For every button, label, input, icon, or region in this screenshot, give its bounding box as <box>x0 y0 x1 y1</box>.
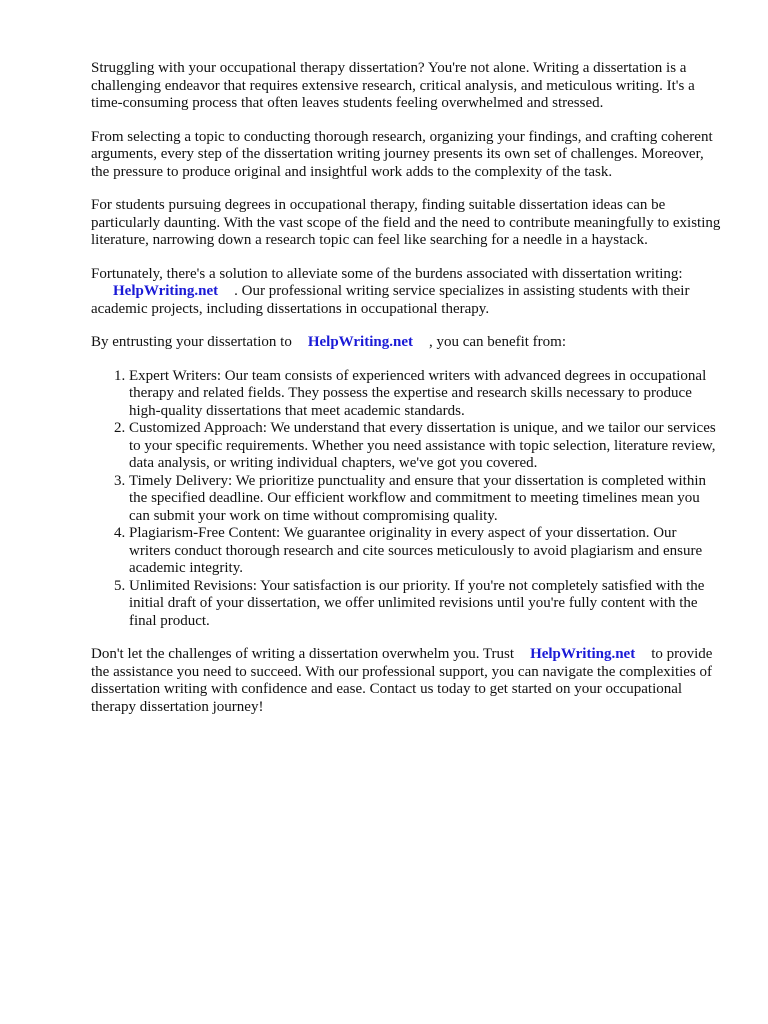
helpwriting-link-1[interactable]: HelpWriting.net <box>113 283 219 299</box>
solution-paragraph <box>91 266 721 319</box>
list-item: 1. Expert Writers: Our team consists of experienced writers with advanced degrees in occupational therapy and related fields. They possess the expertise and research skills necessary to produce high-quality dissertations that meet academic standards. <box>129 368 721 421</box>
list-item: 4. Plagiarism-Free Content: We guarantee originality in every aspect of your dissertation. Our writers conduct thorough research and cite sources meticulously to avoid plagiarism and ensure academic integrity. <box>129 525 721 578</box>
helpwriting-link-3[interactable]: HelpWriting.net <box>530 646 636 662</box>
helpwriting-link-2[interactable]: HelpWriting.net <box>307 334 413 350</box>
solution-text-before: Fortunately, there's a solution to alleviate some of the burdens associated with dissertation writing: <box>91 265 683 282</box>
benefits-list <box>91 368 721 631</box>
occupational-therapy-paragraph: For students pursuing degrees in occupational therapy, finding suitable dissertation ideas can be particularly daunting. With the vast scope of the field and the need to contribute meaningfully to existing literature, narrowing down a research topic can feel like searching for a needle in a haystack. <box>91 197 721 248</box>
closing-text-before: Don't let the challenges of writing a dissertation overwhelm you. Trust <box>91 646 515 662</box>
intro-paragraph: Struggling with your occupational therapy dissertation? You're not alone. Writing a dissertation is a challenging endeavor that requires extensive research, critical analysis, and meticulous writing. It's a time-consuming process that often leaves students feeling overwhelmed and stressed. <box>91 60 695 111</box>
document-page <box>91 60 721 732</box>
solution-text-after: . Our professional writing service specializes in assisting students with their academic projects, including dissertations in occupational therapy. <box>91 283 690 317</box>
closing-text-after: to provide the assistance you need to succeed. With our professional support, you can navigate the complexities of dissertation writing with confidence and ease. Contact us today to get started on your occupational therapy dissertation journey! <box>91 646 713 715</box>
closing-paragraph <box>91 646 721 716</box>
list-item: 3. Timely Delivery: We prioritize punctuality and ensure that your dissertation is completed within the specified deadline. Our efficient workflow and commitment to meeting timelines mean you can submit your work on time without compromising quality. <box>129 473 721 526</box>
challenges-paragraph: From selecting a topic to conducting thorough research, organizing your findings, and crafting coherent arguments, every step of the dissertation writing journey presents its own set of challenges. Moreover, the pressure to produce original and insightful work adds to the complexity of the task. <box>91 128 713 180</box>
benefit-intro-after: , you can benefit from: <box>428 334 567 350</box>
list-item: 5. Unlimited Revisions: Your satisfaction is our priority. If you're not completely satisfied with the initial draft of your dissertation, we offer unlimited revisions until you're fully content with the final product. <box>129 578 721 631</box>
benefit-intro-paragraph <box>91 334 721 352</box>
list-item: 2. Customized Approach: We understand that every dissertation is unique, and we tailor our services to your specific requirements. Whether you need assistance with topic selection, literature review, data analysis, or writing individual chapters, we've got you covered. <box>129 420 721 473</box>
benefit-intro-before: By entrusting your dissertation to <box>91 334 292 350</box>
